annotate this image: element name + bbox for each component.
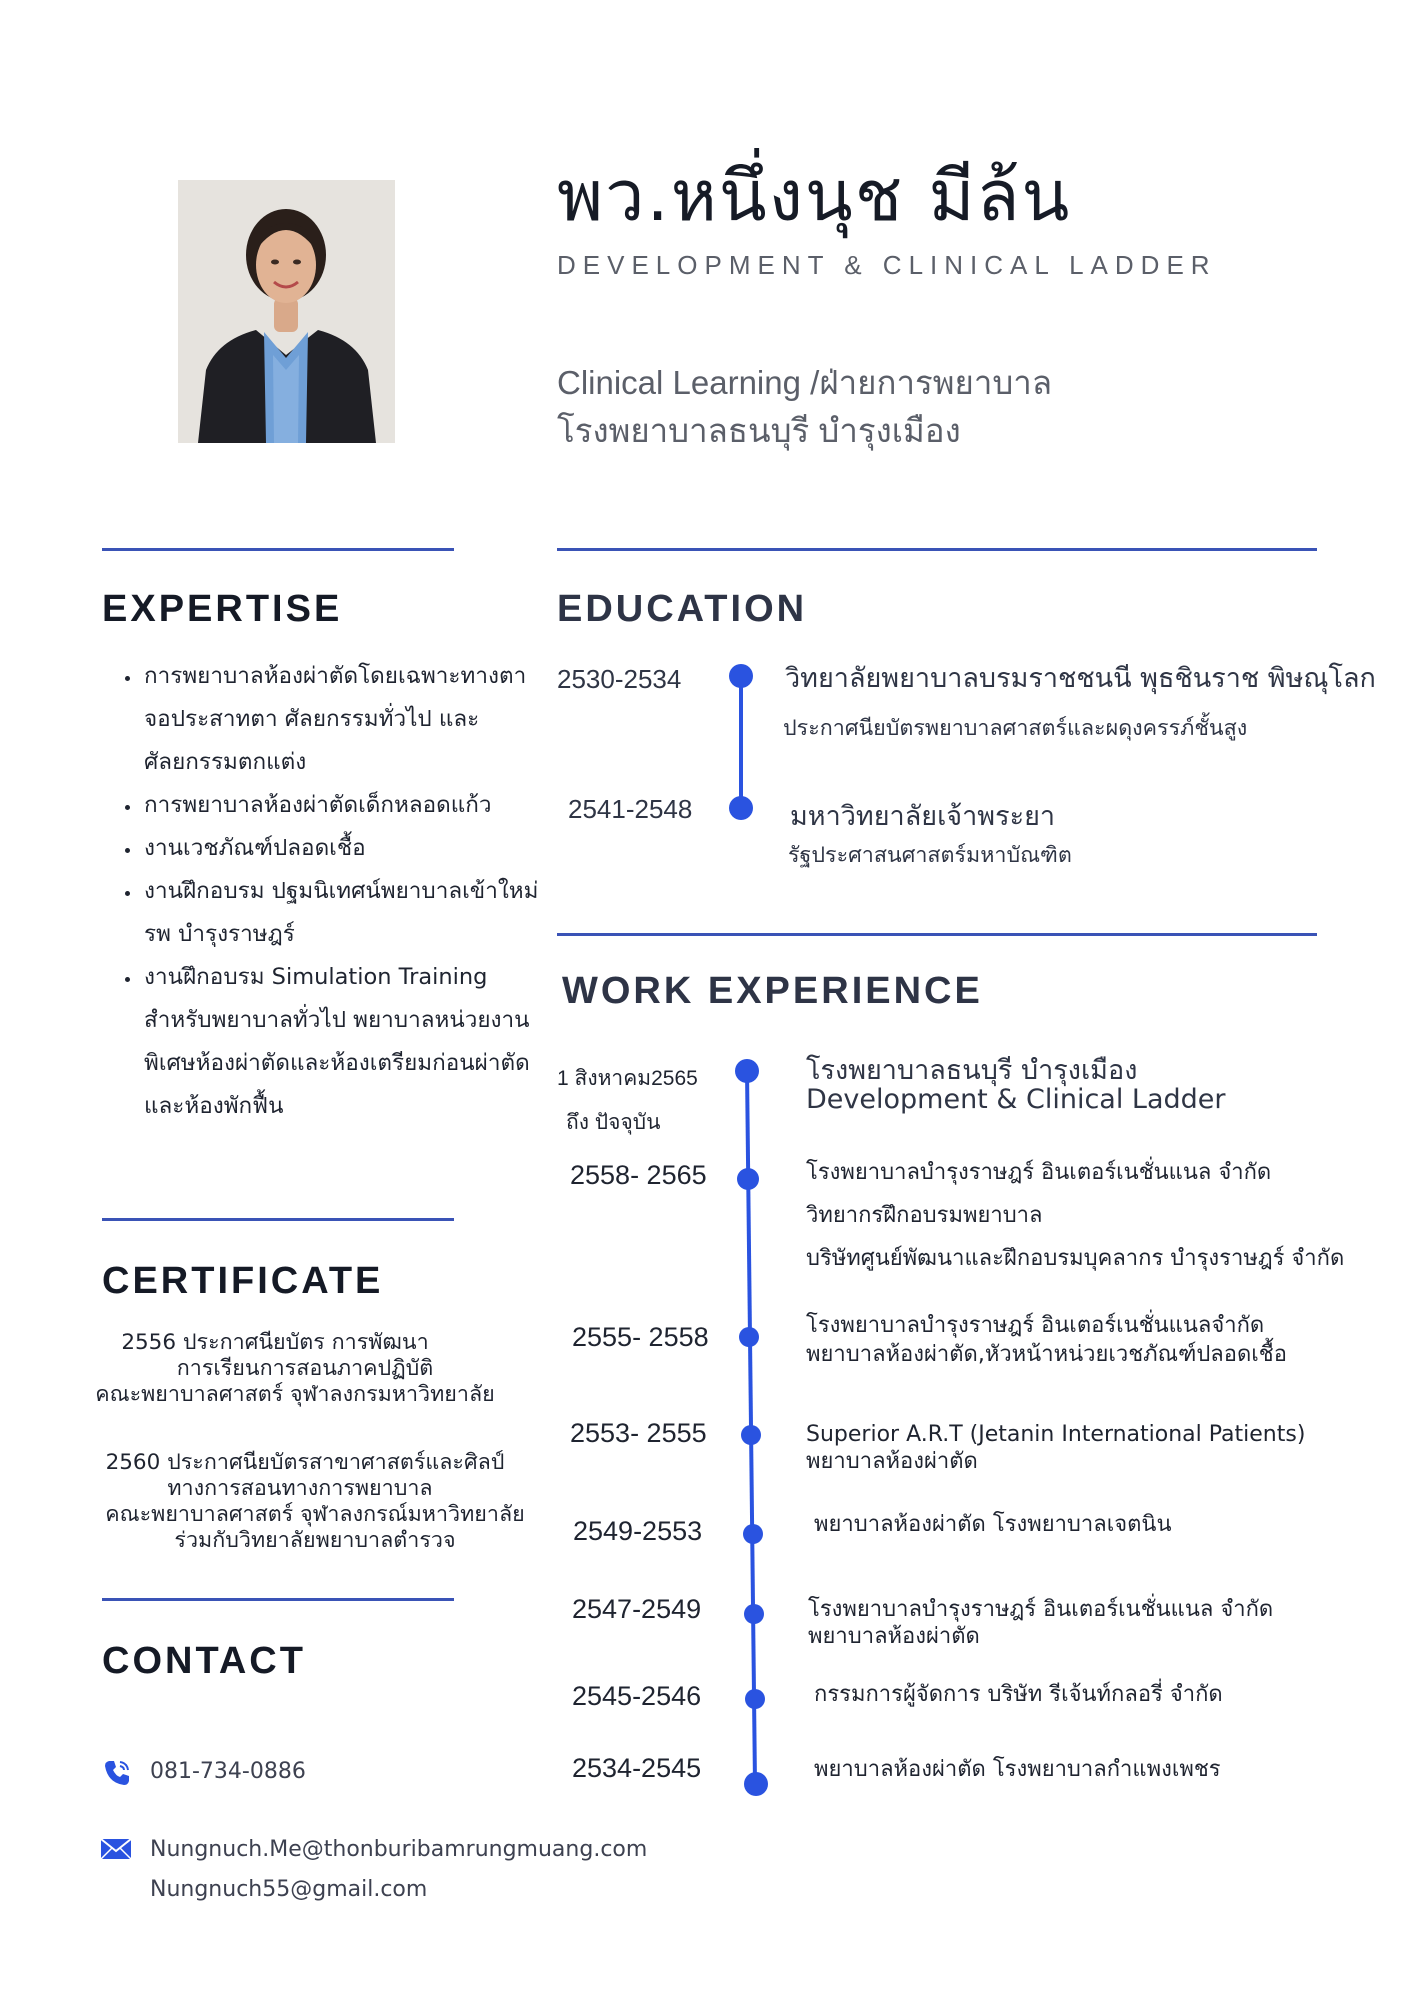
timeline-dot [739, 1327, 759, 1347]
education-institution: วิทยาลัยพยาบาลบรมราชชนนี พุธชินราช พิษณุโลก [785, 663, 1376, 694]
education-divider [557, 548, 1317, 551]
certificate-heading: CERTIFICATE [102, 1260, 384, 1302]
certificate-item [80, 1450, 550, 1554]
work-detail: พยาบาลห้องผ่าตัด,หัวหน้าหน่วยเวชภัณฑ์ปลอดเชื้อ [806, 1342, 1287, 1367]
certificate-divider [102, 1218, 454, 1221]
work-detail: วิทยากรฝึกอบรมพยาบาล [806, 1203, 1043, 1228]
expertise-item: • การพยาบาลห้องผ่าตัดโดยเฉพาะทางตา จอประสาทตา ศัลยกรรมทั่วไป และศัลยกรรมตกแต่ง [142, 655, 542, 784]
phone-icon [102, 1758, 132, 1788]
work-date: 2534-2545 [572, 1753, 702, 1783]
work-detail: Development & Clinical Ladder [806, 1084, 1226, 1115]
work-date: ถึง ปัจจุบัน [566, 1111, 661, 1134]
organization-line-1: Clinical Learning /ฝ่ายการพยาบาล [557, 364, 1053, 401]
timeline-dot [741, 1425, 761, 1445]
education-years: 2541-2548 [568, 794, 693, 824]
work-detail: โรงพยาบาลธนบุรี บำรุงเมือง [806, 1055, 1138, 1086]
work-detail: โรงพยาบาลบำรุงราษฎร์ อินเตอร์เนชั่นแนล จำกัด [806, 1160, 1272, 1185]
job-subtitle: DEVELOPMENT & CLINICAL LADDER [557, 250, 1217, 280]
expertise-item: • การพยาบาลห้องผ่าตัดเด็กหลอดแก้ว [142, 784, 542, 827]
timeline-dot [735, 1059, 759, 1083]
contact-heading: CONTACT [102, 1640, 306, 1682]
work-date: 2558- 2565 [570, 1160, 707, 1190]
work-detail: โรงพยาบาลบำรุงราษฎร์ อินเตอร์เนชั่นแนลจำกัด [806, 1313, 1265, 1338]
work-heading: WORK EXPERIENCE [562, 970, 983, 1012]
work-detail: พยาบาลห้องผ่าตัด [806, 1449, 978, 1474]
education-degree: รัฐประศาสนศาสตร์มหาบัณฑิต [788, 843, 1072, 868]
education-timeline-line [739, 672, 743, 808]
certificate-line: การเรียนการสอนภาคปฏิบัติ [176, 1356, 434, 1381]
certificate-line: คณะพยาบาลศาสตร์ จุฬาลงกรณ์มหาวิทยาลัย [105, 1502, 525, 1527]
education-degree: ประกาศนียบัตรพยาบาลศาสตร์และผดุงครรภ์ชั้นสูง [783, 716, 1248, 741]
phone-number[interactable]: 081-734-0886 [150, 1759, 306, 1784]
education-institution: มหาวิทยาลัยเจ้าพระยา [790, 801, 1056, 832]
certificate-line: 2556 ประกาศนียบัตร การพัฒนา [121, 1330, 429, 1355]
organization-line-2: โรงพยาบาลธนบุรี บำรุงเมือง [557, 412, 961, 449]
work-date: 2547-2549 [572, 1594, 702, 1624]
email-primary[interactable]: Nungnuch.Me@thonburibamrungmuang.com [150, 1837, 648, 1862]
certificate-line: ร่วมกับวิทยาลัยพยาบาลตำรวจ [174, 1528, 456, 1553]
work-divider [557, 933, 1317, 936]
timeline-dot [745, 1689, 765, 1709]
expertise-item: • งานเวชภัณฑ์ปลอดเชื้อ [142, 827, 542, 870]
work-detail: กรรมการผู้จัดการ บริษัท รีเจ้นท์กลอรี่ จำกัด [814, 1682, 1223, 1707]
work-detail: โรงพยาบาลบำรุงราษฎร์ อินเตอร์เนชั่นแนล จำกัด [808, 1597, 1274, 1622]
timeline-dot [744, 1604, 764, 1624]
work-detail: พยาบาลห้องผ่าตัด โรงพยาบาลกำแพงเพชร [814, 1757, 1221, 1782]
education-years: 2530-2534 [557, 664, 682, 694]
expertise-list [112, 655, 542, 1128]
work-detail: บริษัทศูนย์พัฒนาและฝึกอบรมบุคลากร บำรุงราษฎร์ จำกัด [806, 1246, 1345, 1271]
expertise-item: • งานฝึกอบรม Simulation Training สำหรับพยาบาลทั่วไป พยาบาลหน่วยงานพิเศษห้องผ่าตัดและห้องเตรียมก่อนผ่าตัดและห้องพักฟื้น [142, 956, 542, 1128]
expertise-item: • งานฝึกอบรม ปฐมนิเทศน์พยาบาลเข้าใหม่ รพ บำรุงราษฎร์ [142, 870, 542, 956]
education-heading: EDUCATION [557, 588, 808, 630]
timeline-dot [729, 664, 753, 688]
certificate-line: 2560 ประกาศนียบัตรสาขาศาสตร์และศิลป์ [105, 1450, 505, 1475]
timeline-dot [744, 1772, 768, 1796]
certificate-item [70, 1330, 520, 1408]
portrait-image [178, 180, 395, 443]
work-date: 2555- 2558 [572, 1322, 709, 1352]
contact-divider [102, 1598, 454, 1601]
certificate-line: ทางการสอนทางการพยาบาล [167, 1476, 433, 1501]
email-secondary[interactable]: Nungnuch55@gmail.com [150, 1877, 428, 1902]
work-detail: พยาบาลห้องผ่าตัด โรงพยาบาลเจตนิน [814, 1512, 1172, 1537]
email-icon [100, 1838, 132, 1860]
expertise-heading: EXPERTISE [102, 588, 343, 630]
work-detail: พยาบาลห้องผ่าตัด [808, 1624, 980, 1649]
work-date: 1 สิงหาคม2565 [557, 1067, 698, 1090]
work-date: 2549-2553 [573, 1516, 703, 1546]
certificate-line: คณะพยาบาลศาสตร์ จุฬาลงกรมหาวิทยาลัย [95, 1382, 495, 1407]
timeline-dot [729, 796, 753, 820]
timeline-dot [737, 1168, 759, 1190]
work-date: 2553- 2555 [570, 1418, 707, 1448]
timeline-dot [743, 1524, 763, 1544]
profile-photo [178, 180, 395, 443]
expertise-divider [102, 548, 454, 551]
work-date: 2545-2546 [572, 1681, 702, 1711]
work-detail: Superior A.R.T (Jetanin International Patients) [806, 1422, 1306, 1447]
person-name: พว.หนึ่งนุช มีล้น [557, 155, 1072, 237]
